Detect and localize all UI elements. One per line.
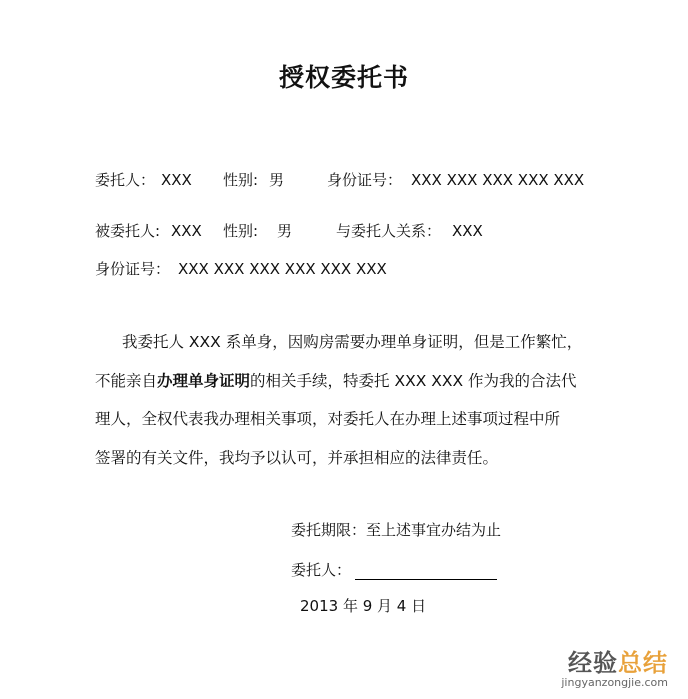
signer-label: 委托人： bbox=[291, 561, 352, 579]
body-line-1: 我委托人 XXX 系单身，因购房需要办理单身证明，但是工作繁忙， bbox=[122, 333, 583, 351]
principal-id-label: 身份证号： bbox=[327, 171, 403, 189]
principal-name: XXX bbox=[161, 171, 192, 189]
watermark-title-prefix: 经验 bbox=[568, 649, 618, 677]
watermark-url: jingyanzongjie.com bbox=[561, 676, 668, 689]
body-line-2-end: 的相关手续，特委托 XXX XXX 作为我的合法代 bbox=[250, 371, 577, 390]
principal-gender: 男 bbox=[269, 171, 285, 189]
body-line-2 bbox=[95, 362, 595, 401]
bold-term: 办理单身证明 bbox=[157, 371, 251, 390]
site-watermark bbox=[561, 643, 668, 689]
principal-label: 委托人： bbox=[95, 171, 156, 189]
body-line-3: 理人，全权代表我办理相关事项，对委托人在办理上述事项过程中所 bbox=[95, 410, 561, 428]
agent-gender-label: 性别: bbox=[223, 222, 259, 240]
signer-line bbox=[291, 559, 497, 580]
body-line-4: 签署的有关文件，我均予以认可，并承担相应的法律责任。 bbox=[95, 448, 499, 467]
body-line-2-start: 不能亲自 bbox=[95, 371, 158, 390]
agent-gender: 男 bbox=[277, 222, 293, 240]
document-date: 2013 年 9 月 4 日 bbox=[300, 597, 427, 615]
document-title: 授权委托书 bbox=[278, 63, 409, 92]
agent-name: XXX bbox=[171, 222, 202, 240]
agent-id: XXX XXX XXX XXX XXX XXX bbox=[178, 260, 387, 278]
entrust-period: 委托期限：至上述事宜办结为止 bbox=[291, 521, 502, 539]
agent-relation-label: 与委托人关系： bbox=[336, 222, 442, 240]
body-paragraph bbox=[95, 323, 595, 477]
watermark-title bbox=[561, 643, 668, 678]
principal-gender-label: 性别: bbox=[223, 171, 259, 189]
agent-id-label: 身份证号： bbox=[95, 260, 171, 278]
signature-blank[interactable] bbox=[355, 559, 497, 580]
agent-relation: XXX bbox=[452, 222, 483, 240]
principal-id: XXX XXX XXX XXX XXX bbox=[411, 171, 585, 189]
watermark-title-accent: 总结 bbox=[618, 649, 668, 677]
agent-label: 被委托人: bbox=[95, 222, 161, 240]
